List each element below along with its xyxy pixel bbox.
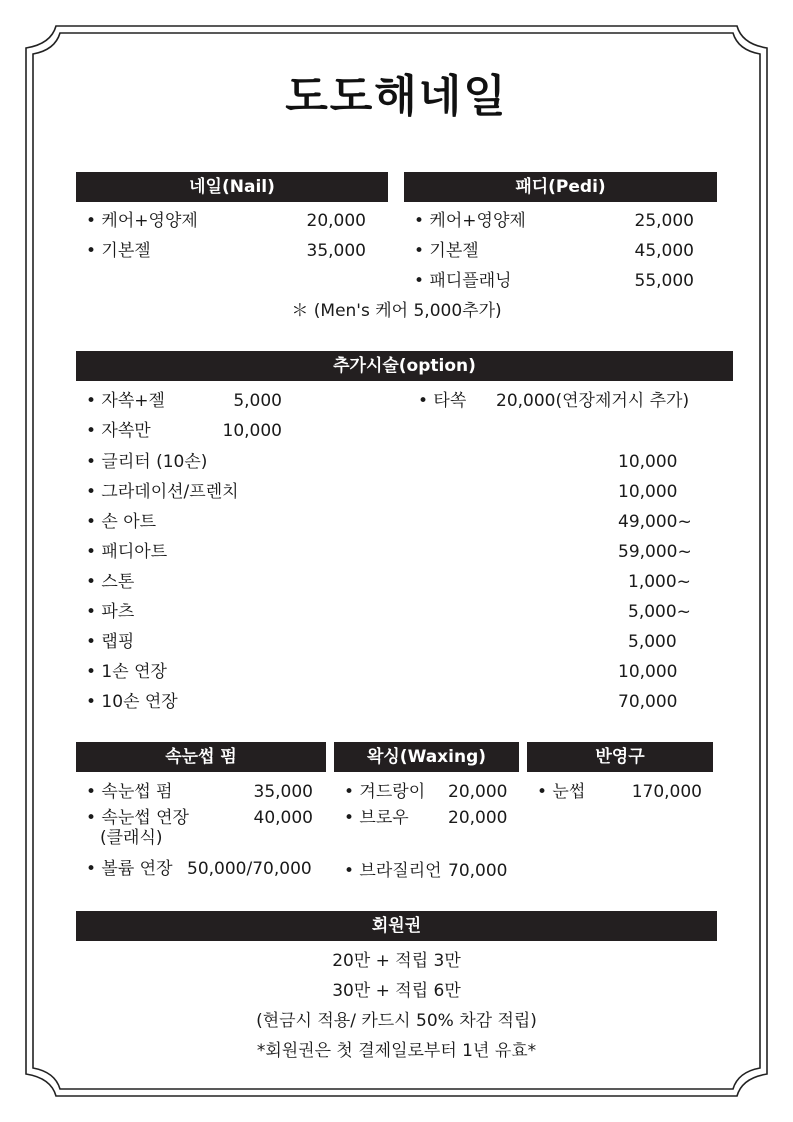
option-item-price: 59,000~	[618, 542, 692, 562]
option-item-name: • 랩핑	[86, 632, 135, 652]
option-item-price: 5,000	[233, 391, 282, 411]
option-item-name: • 그라데이션/프렌치	[86, 482, 239, 502]
nail-item-price: 20,000	[306, 211, 366, 231]
option-item-name: • 파츠	[86, 602, 135, 622]
option-item-price: 10,000	[222, 421, 282, 441]
pedi-item-price: 25,000	[634, 211, 694, 231]
lash-item-price: 35,000	[253, 782, 313, 802]
pedi-item-name: • 기본젤	[414, 241, 479, 261]
membership-line: 20만 + 적립 3만	[332, 951, 461, 971]
pedi-item-name: • 케어+영양제	[414, 211, 526, 231]
membership-header: 회원권	[76, 911, 717, 941]
option-item-price: 49,000~	[618, 512, 692, 532]
waxing-header: 왁싱(Waxing)	[334, 742, 519, 772]
semi-item-price: 170,000	[631, 782, 702, 802]
membership-line: 30만 + 적립 6만	[332, 981, 461, 1001]
waxing-item-price: 20,000	[448, 782, 508, 802]
pedi-item-price: 45,000	[634, 241, 694, 261]
semi-item-name: • 눈썹	[537, 782, 586, 802]
mens-note: ＊ (Men's 케어 5,000추가)	[291, 301, 502, 321]
option-item-name: • 자쏙만	[86, 421, 151, 441]
nail-item-name: • 기본젤	[86, 241, 151, 261]
option-header: 추가시술(option)	[76, 351, 733, 381]
option-item-price: 1,000~	[628, 572, 691, 592]
option-item-price: 5,000	[628, 632, 677, 652]
waxing-item-price: 70,000	[448, 861, 508, 881]
lash-item-name: • 볼륨 연장	[86, 859, 173, 879]
lash-header: 속눈썹 펌	[76, 742, 326, 772]
option-item-price: 20,000(연장제거시 추가)	[496, 391, 690, 411]
waxing-item-name: • 브라질리언	[344, 861, 442, 881]
option-item-name: • 스톤	[86, 572, 135, 592]
semi-permanent-header: 반영구	[527, 742, 713, 772]
option-item-name: • 글리터 (10손)	[86, 452, 208, 472]
nail-header: 네일(Nail)	[76, 172, 388, 202]
option-item-price: 70,000	[618, 692, 678, 712]
waxing-item-name: • 브로우	[344, 808, 409, 828]
pedi-item-price: 55,000	[634, 271, 694, 291]
option-item-price: 10,000	[618, 452, 678, 472]
membership-validity-note: *회원권은 첫 결제일로부터 1년 유효*	[256, 1041, 537, 1061]
lash-item-name: • 속눈썹 연장	[86, 808, 189, 828]
lash-item-name: • 속눈썹 펌	[86, 782, 173, 802]
lash-item-sub: (클래식)	[100, 828, 163, 848]
option-item-name: • 패디아트	[86, 542, 168, 562]
membership-line: (현금시 적용/ 카드시 50% 차감 적립)	[256, 1011, 537, 1031]
option-item-price: 5,000~	[628, 602, 691, 622]
option-item-price: 10,000	[618, 482, 678, 502]
waxing-item-price: 20,000	[448, 808, 508, 828]
option-item-name: • 1손 연장	[86, 662, 167, 682]
pedi-item-name: • 패디플래닝	[414, 271, 512, 291]
option-item-name: • 타쏙	[418, 391, 467, 411]
option-item-name: • 10손 연장	[86, 692, 178, 712]
nail-item-price: 35,000	[306, 241, 366, 261]
waxing-item-name: • 겨드랑이	[344, 782, 426, 802]
page-title: 도도해네일	[285, 71, 508, 122]
nail-item-name: • 케어+영양제	[86, 211, 198, 231]
lash-item-price: 50,000/70,000	[187, 859, 312, 879]
option-item-name: • 자쏙+젤	[86, 391, 165, 411]
option-item-price: 10,000	[618, 662, 678, 682]
lash-item-price: 40,000	[253, 808, 313, 828]
option-item-name: • 손 아트	[86, 512, 157, 532]
pedi-header: 패디(Pedi)	[404, 172, 717, 202]
